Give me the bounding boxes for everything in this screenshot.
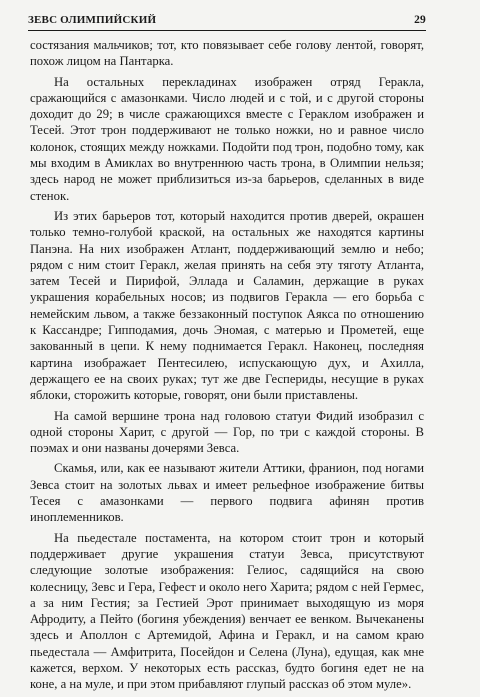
running-header [28, 14, 426, 26]
page-number: 29 [414, 14, 426, 26]
paragraph: На самой вершине трона над головою статуи Фидий изобразил с одной стороны Харит, с другой — Гор, по три с каждой стороны. В поэмах и они названы дочерями Зевса. [30, 408, 424, 456]
body-text [30, 37, 424, 697]
paragraph: Из этих барьеров тот, который находится против дверей, окрашен только темно-голубой краской, на остальных же находятся картины Панэна. На них изображен Атлант, поддерживающий землю и небо; рядом с ним стоит Геракл, желая принять на себя эту тяготу Атланта, затем Тесей и Пирифой, Эллада и Саламин, держащие в руках украшения корабельных носов; из подвигов Геракла — его борьба с немейским львом, а также беззаконный поступок Аякса по отношению к Кассандре; Гипподамия, дочь Эномая, с матерью и Прометей, еще закованный в цепи. К нему поднимается Геракл. Наконец, последняя картина изображает Пентесилею, испускающую дух, и Ахилла, держащего ее на своих руках; тут же две Геспериды, несущие в руках яблоки, сторожить которые, говорят, они были приставлены. [30, 208, 424, 403]
paragraph-continuation: состязания мальчиков; тот, кто повязывает себе голову лентой, говорят, похож лицом на Пантарка. [30, 38, 424, 69]
paragraph: Скамья, или, как ее называют жители Аттики, франион, под ногами Зевса стоит на золотых львах и имеет рельефное изображение битвы Тесея с амазонками — первого подвига афинян против иноплеменников. [30, 461, 424, 525]
paragraph: На остальных перекладинах изображен отряд Геракла, сражающийся с амазонками. Число людей и с той, и с другой стороны доходит до 29; в числе сражающихся вместе с Гераклом изображен и Тесей. Этот трон поддерживают не только ножки, но и равное число колонок, стоящих между ножками. Подойти под трон, подобно тому, как мы входим в Амиклах во внутреннюю часть трона, в Олимпии нельзя; здесь народ не может приблизиться из-за барьеров, сделанных в виде стенок. [30, 74, 424, 203]
paragraph: На пьедестале постамента, на котором стоит трон и который поддерживает другие украшения статуи Зевса, присутствуют следующие золотые изображения: Гелиос, садящийся на свою колесницу, Зевс и Гера, Гефест и около него Харита; рядом с ней Гермес, а за ним Гестия; за Гестией Эрот принимает выходящую из моря Афродиту, а Пейто (богиня убеждения) венчает ее венком. Вычеканены здесь и Аполлон с Артемидой, Афина и Геракл, и на самом краю пьедестала — Амфитрита, Посейдон и Селена (Луна), едущая, как мне кажется, верхом. У некоторых есть рассказ, будто богиня едет не на коне, а на муле, и при этом прибавляют глупый рассказ об этом муле». [30, 530, 424, 692]
header-rule [28, 30, 426, 31]
running-title: ЗЕВС ОЛИМПИЙСКИЙ [28, 14, 157, 26]
